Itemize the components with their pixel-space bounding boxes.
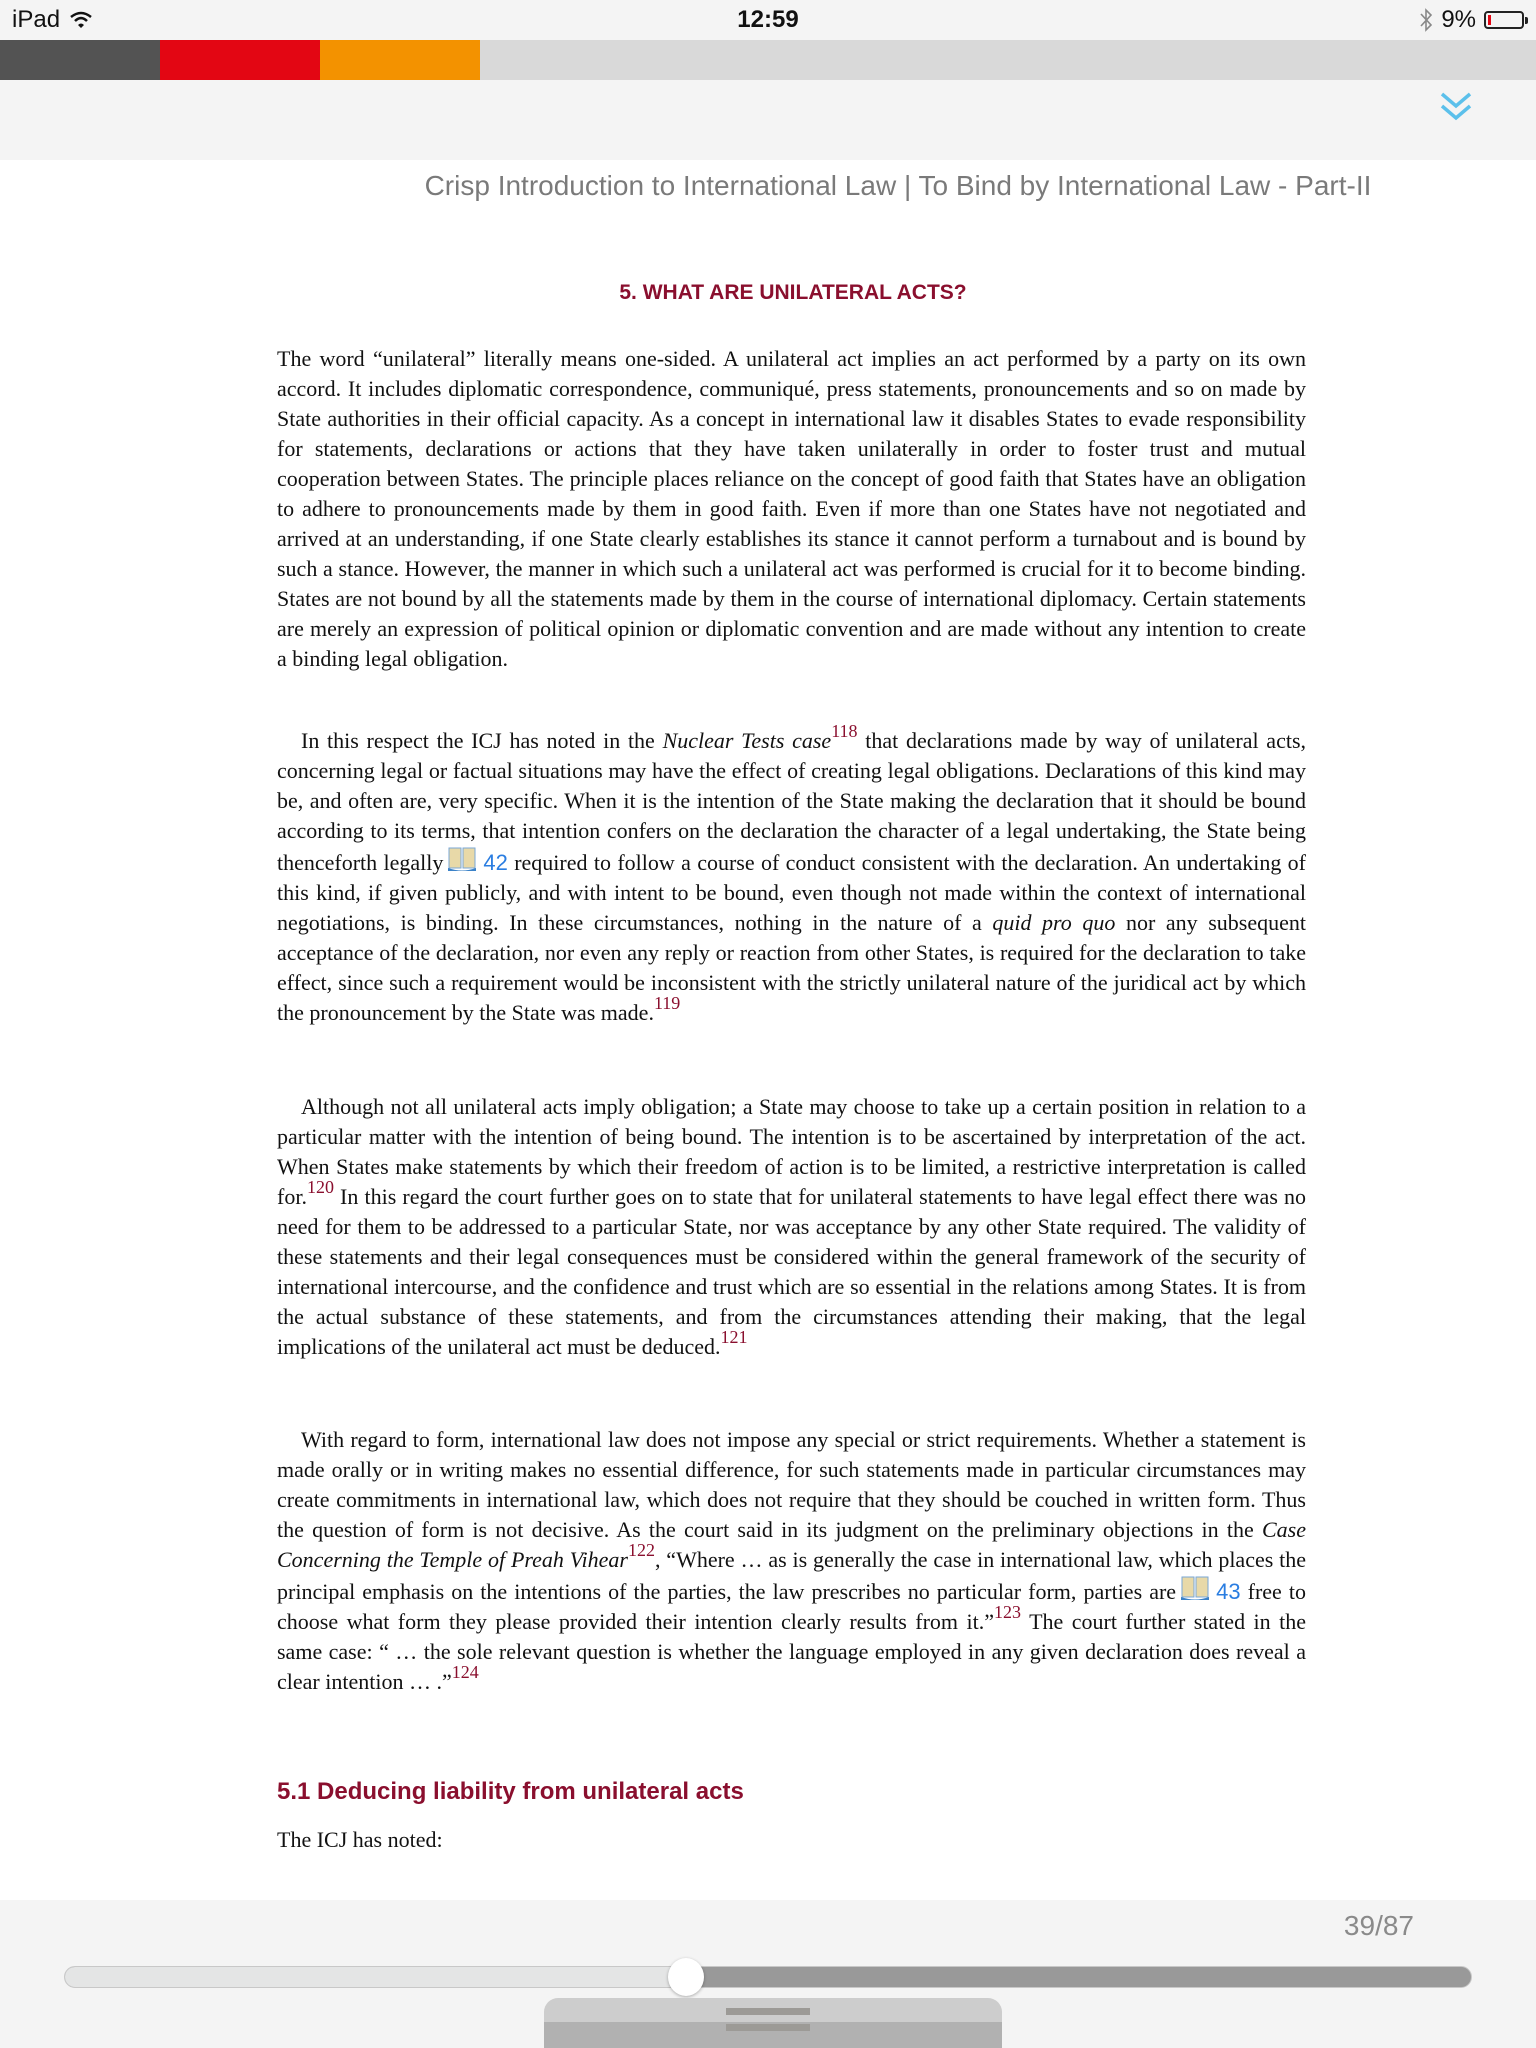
text-run: In this respect the ICJ has noted in the	[301, 728, 663, 753]
status-bar	[0, 0, 1536, 40]
book-page-icon[interactable]	[1180, 1575, 1210, 1601]
device-label: iPad	[12, 6, 61, 33]
paragraph-3	[277, 1092, 1306, 1362]
footnote-ref[interactable]: 120	[306, 1177, 334, 1197]
text-run: In this regard the court further goes on to state that for unilateral statements to have legal effect there was no need for them to be addressed to a particular State, nor was acceptance by any other State required. The validity of these statements and their legal consequences must be considered within the general framework of the security of international intercourse, and the confidence and trust which are so essential in the relations among States. It is from the actual substance of these statements, and from the circumstances attending their making, that the legal implications of the unilateral act must be deduced.	[277, 1184, 1306, 1359]
text-run: Although not all unilateral acts imply obligation; a State may choose to take up a certain position in relation to a particular matter with the intention of being bound. The intention is to be ascertained by interpretation of the act. When States make statements by which their freedom of action is to be limited, a restrictive interpretation is called for.	[277, 1094, 1306, 1209]
closing-line: The ICJ has noted:	[277, 1827, 443, 1852]
footnote-ref[interactable]: 119	[653, 993, 681, 1013]
book-title: Crisp Introduction to International Law | To Bind by International Law - Part-II	[424, 170, 1372, 201]
footnote-ref[interactable]: 123	[993, 1602, 1021, 1622]
color-bar	[0, 40, 1536, 80]
battery-percent: 9%	[1441, 6, 1476, 33]
clock: 12:59	[737, 6, 799, 33]
text-run: The court further stated in the same case: “ … the sole relevant question is whether the language employed in any given declaration does reveal a clear intention … .”	[277, 1609, 1307, 1694]
drawer-handle[interactable]	[544, 1998, 1002, 2048]
text-run: required to follow a course of conduct consistent with the declaration. An undertaking of this kind, if given publicly, and with intent to be bound, even though not made within the context of international negotiations, is binding. In these circumstances, nothing in the nature of a	[277, 850, 1306, 935]
battery-icon	[1484, 11, 1524, 29]
paragraph-4	[277, 1425, 1306, 1697]
footnote-ref[interactable]: 124	[451, 1662, 479, 1682]
double-chevron-down-icon[interactable]	[1438, 90, 1474, 126]
paragraph-2	[277, 721, 1307, 1028]
text-run: With regard to form, international law does not impose any special or strict requirements. Whether a statement is made orally or in writing makes no essential difference, for such statements made in particular circumstances may create commitments in international law, which does not require that they should be couched in written form. Thus the question of form is not decisive. As the court said in its judgment on the preliminary objections in the	[277, 1427, 1306, 1542]
paragraph-1	[277, 344, 1306, 674]
text-run: , “Where … as is generally the case in international law, which places the principal emphasis on the intentions of the parties, the law prescribes no particular form, parties are	[277, 1547, 1306, 1604]
footnote-ref[interactable]: 121	[720, 1327, 748, 1347]
color-segment-red	[160, 40, 320, 80]
print-page-link[interactable]: 43	[1216, 1579, 1241, 1604]
print-page-link[interactable]: 42	[483, 850, 508, 875]
page-slider-fill	[65, 1967, 686, 1987]
text-run: The word “unilateral” literally means one-sided. A unilateral act implies an act performed by a party on its own accord. It includes diplomatic correspondence, communiqué, press statements, pronouncements and so on made by State authorities in their official capacity. As a concept in international law it disables States to evade responsibility for statements, declarations or actions that they have taken unilaterally in order to foster trust and mutual cooperation between States. The principle places reliance on the concept of good faith that States have an obligation to adhere to pronouncements made by them in good faith. Even if more than one States have not negotiated and arrived at an understanding, if one State clearly establishes its stance it cannot perform a turnabout and is bound by such a stance. However, the manner in which such a unilateral act was performed is crucial for it to become binding. States are not bound by all the statements made by them in the course of international diplomacy. Certain statements are merely an expression of political opinion or diplomatic convention and are made without any intention to create a binding legal obligation.	[277, 346, 1306, 671]
color-segment-orange	[320, 40, 480, 80]
subsection-heading: 5.1 Deducing liability from unilateral acts	[277, 1778, 744, 1805]
footnote-ref[interactable]: 118	[831, 721, 858, 741]
toolbar	[0, 80, 1536, 160]
text-run: nor any subsequent acceptance of the declaration, nor even any reply or reaction from other States, is required for the declaration to take effect, since such a requirement would be inconsistent with the strictly unilateral nature of the juridical act by which the pronouncement by the State was made.	[277, 910, 1306, 1025]
page-slider[interactable]	[64, 1966, 1472, 1988]
page-slider-thumb[interactable]	[668, 1958, 704, 1996]
italic-text: Case Concerning the Temple of Preah Vihear	[277, 1517, 1306, 1572]
footnote-ref[interactable]: 122	[627, 1540, 655, 1560]
bluetooth-icon	[1419, 7, 1433, 33]
text-run: that declarations made by way of unilateral acts, concerning legal or factual situations may have the effect of creating legal obligations. Declarations of this kind may be, and often are, very specific. When it is the intention of the State making the declaration that it should be bound according to its terms, that intention confers on the declaration the character of a legal undertaking, the State being thenceforth legally	[277, 728, 1307, 875]
page-counter: 39/87	[1343, 1910, 1414, 1941]
book-page-icon[interactable]	[447, 846, 477, 872]
italic-text: quid pro quo	[992, 910, 1116, 935]
italic-text: Nuclear Tests case	[662, 728, 832, 753]
color-segment-dark	[0, 40, 160, 80]
text-run: free to choose what form they please provided their intention clearly results from it.”	[277, 1579, 1307, 1634]
section-heading: 5. WHAT ARE UNILATERAL ACTS?	[619, 281, 967, 304]
